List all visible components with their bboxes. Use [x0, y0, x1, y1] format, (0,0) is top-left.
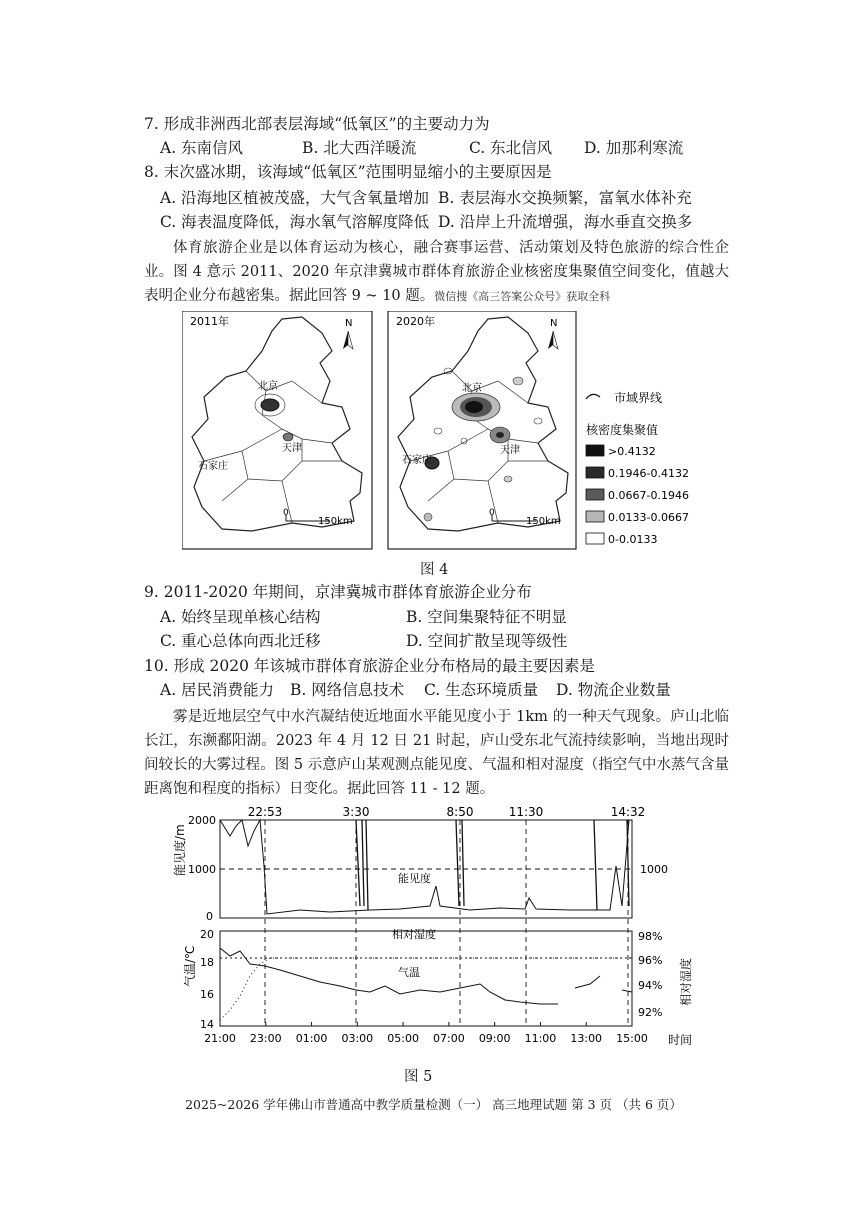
label-beijing-2011: 北京: [258, 381, 278, 392]
temp-tick-16: 16: [200, 988, 214, 1001]
svg-text:0: 0: [489, 508, 495, 518]
passage-fog: 雾是近地层空气中水汽凝结使近地面水平能见度小于 1km 的一种天气现象。庐山北临长江，东濒鄱阳湖。2023 年 4 月 12 日 21 时起，庐山受东北气流持续影响，当地出现时间较长的大雾过程。图 5 示意庐山某观测点能见度、气温和相对湿度（指空气中水蒸气含量距离饱和程度的指标）日变化。据此回答 11 - 12 题。: [144, 709, 729, 797]
event-time-label: 11:30: [508, 806, 544, 819]
q7-option-b: B. 北大西洋暖流: [302, 139, 417, 157]
q9-option-c: C. 重心总体向西北迁移: [160, 632, 321, 650]
q8-option-c: C. 海表温度降低，海水氧气溶解度降低: [160, 213, 430, 231]
label-beijing-2020: 北京: [462, 383, 482, 394]
map-2020: [388, 311, 576, 549]
figure-4-caption: 图 4: [420, 562, 449, 578]
passage-sports-tourism: [144, 236, 729, 309]
q7-stem: 7. 形成非洲西北部表层海域“低氧区”的主要动力为: [144, 115, 490, 133]
svg-text:150km: 150km: [318, 516, 353, 527]
vis-tick-0: 0: [206, 910, 213, 923]
q8-option-b: B. 表层海水交换频繁，富氧水体补充: [438, 189, 692, 207]
vis-right-tick-1000: 1000: [640, 863, 668, 876]
legend-swatch: [586, 467, 604, 478]
q10-option-d: D. 物流企业数量: [556, 681, 671, 699]
legend-label: >0.4132: [608, 445, 656, 458]
map-legend: [586, 390, 689, 546]
legend-swatch: [586, 511, 604, 522]
humidity-curve-label: 相对湿度: [392, 928, 436, 941]
q8-option-d: D. 沿岸上升流增强，海水垂直交换多: [438, 213, 693, 231]
source-note: 微信搜《高三答案公众号》获取全科: [434, 290, 611, 303]
map-2011-year: 2011年: [190, 315, 229, 328]
visibility-axis-label: 能见度/m: [173, 824, 187, 876]
q10-stem: 10. 形成 2020 年该城市群体育旅游企业分布格局的最主要因素是: [144, 657, 595, 675]
x-tick-label: 07:00: [433, 1032, 465, 1045]
legend-swatch: [586, 445, 604, 456]
figure-4: [182, 311, 702, 551]
rh-tick-98: 98%: [638, 930, 663, 943]
temp-tick-18: 18: [200, 956, 214, 969]
legend-label: 0.0133-0.0667: [608, 511, 689, 524]
vis-tick-2000: 2000: [188, 814, 216, 827]
figure-5-caption: 图 5: [404, 1069, 433, 1085]
svg-text:N: N: [550, 318, 558, 329]
svg-text:0: 0: [283, 508, 289, 518]
boundary-line-symbol: [586, 394, 600, 399]
label-tianjin-2020: 天津: [500, 445, 520, 456]
x-tick-label: 11:00: [524, 1032, 557, 1045]
q7-option-d: D. 加那利寒流: [584, 139, 684, 157]
event-time-label: 3:30: [342, 806, 370, 819]
label-tianjin-2011: 天津: [282, 443, 302, 454]
label-shijiazhuang-2020: 石家庄: [402, 455, 432, 466]
x-tick-label: 21:00: [204, 1032, 236, 1045]
rh-tick-92: 92%: [638, 1006, 663, 1019]
rh-tick-94: 94%: [638, 979, 663, 992]
figure-5: [170, 806, 710, 1056]
map-2011: [182, 311, 372, 549]
event-time-label: 22:53: [247, 806, 283, 819]
temperature-axis-label: 气温/℃: [183, 945, 197, 987]
q9-option-d: D. 空间扩散呈现等级性: [406, 632, 568, 650]
temp-tick-20: 20: [200, 928, 214, 941]
x-tick-label: 23:00: [249, 1032, 282, 1045]
x-tick-label: 03:00: [341, 1032, 374, 1045]
passage-1-text: 体育旅游企业是以体育运动为核心，融合赛事运营、活动策划及特色旅游的综合性企业。图 4 意示 2011、2020 年京津冀城市群体育旅游企业核密度集聚值空间变化，值越大表明企业分布越密集。据此回答 9 ~ 10 题。: [144, 240, 729, 304]
q9-stem: 9. 2011-2020 年期间，京津冀城市群体育旅游企业分布: [144, 583, 532, 601]
vis-tick-1000: 1000: [188, 863, 216, 876]
legend-boundary-label: 市域界线: [614, 391, 663, 405]
q7-option-c: C. 东北信风: [469, 139, 553, 157]
map-2020-year: 2020年: [396, 315, 435, 328]
temp-tick-14: 14: [200, 1018, 214, 1031]
rh-tick-96: 96%: [638, 954, 663, 967]
x-tick-label: 15:00: [616, 1032, 648, 1045]
legend-title: 核密度集聚值: [586, 423, 659, 437]
svg-text:150km: 150km: [526, 516, 561, 527]
x-tick-label: 13:00: [570, 1032, 603, 1045]
event-time-label: 14:32: [610, 806, 646, 819]
legend-label: 0.1946-0.4132: [608, 467, 689, 480]
svg-text:N: N: [345, 318, 353, 329]
q8-option-a: A. 沿海地区植被茂盛，大气含氧量增加: [160, 189, 430, 207]
q9-option-a: A. 始终呈现单核心结构: [160, 608, 321, 626]
humidity-axis-label: 相对湿度: [679, 957, 693, 1006]
time-axis-label: 时间: [668, 1033, 693, 1047]
legend-swatch: [586, 489, 604, 500]
event-time-label: 8:50: [446, 806, 474, 819]
q9-option-b: B. 空间集聚特征不明显: [406, 608, 567, 626]
x-tick-label: 09:00: [478, 1032, 511, 1045]
visibility-curve-label: 能见度: [398, 872, 431, 885]
q10-option-c: C. 生态环境质量: [424, 681, 539, 699]
legend-label: 0.0667-0.1946: [608, 489, 689, 502]
q8-stem: 8. 末次盛冰期，该海域“低氧区”范围明显缩小的主要原因是: [144, 163, 552, 181]
legend-swatch: [586, 533, 604, 544]
q10-option-a: A. 居民消费能力: [160, 681, 275, 699]
q7-option-a: A. 东南信风: [160, 139, 244, 157]
temperature-curve-label: 气温: [398, 966, 420, 979]
label-shijiazhuang-2011: 石家庄: [198, 461, 228, 472]
x-tick-label: 01:00: [295, 1032, 328, 1045]
q10-option-b: B. 网络信息技术: [290, 681, 405, 699]
x-tick-label: 05:00: [387, 1032, 419, 1045]
legend-label: 0-0.0133: [608, 533, 658, 546]
page-footer: 2025~2026 学年佛山市普通高中教学质量检测（一） 高三地理试题 第 3 页 （共 6 页）: [185, 1097, 682, 1112]
